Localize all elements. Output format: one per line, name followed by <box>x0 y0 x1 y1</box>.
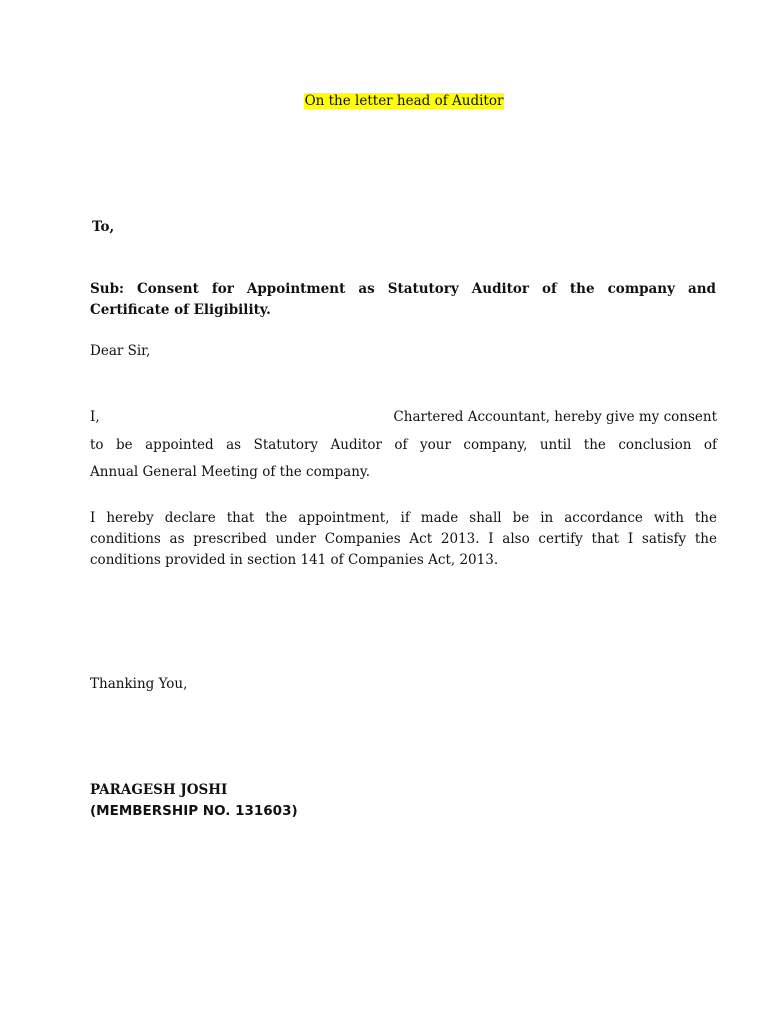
consent-line-1-end: Chartered Accountant, hereby give my consent <box>393 409 717 425</box>
consent-paragraph <box>90 404 717 487</box>
consent-line-1 <box>90 404 717 432</box>
declaration-line-3: conditions provided in section 141 of Companies Act, 2013. <box>90 552 499 568</box>
letterhead-note <box>0 93 768 109</box>
consent-line-1-start: I, <box>90 409 100 425</box>
recipient-to: To, <box>92 219 115 235</box>
declaration-line-1: I hereby declare that the appointment, if made shall be in accordance with the <box>90 510 717 526</box>
declaration-line-2: conditions as prescribed under Companies Act 2013. I also certify that I satisfy the <box>90 531 717 547</box>
consent-line-2: to be appointed as Statutory Auditor of your company, until the conclusion of <box>90 436 717 453</box>
subject-line <box>90 279 716 321</box>
closing-line: Thanking You, <box>90 676 188 692</box>
letterhead-note-text: On the letter head of Auditor <box>304 93 504 109</box>
subject-line-2: Certificate of Eligibility. <box>90 302 271 318</box>
signer-name: PARAGESH JOSHI <box>90 782 228 798</box>
declaration-paragraph <box>90 508 717 571</box>
signer-membership-number: (MEMBERSHIP NO. 131603) <box>90 803 298 819</box>
subject-line-1: Sub: Consent for Appointment as Statutory Auditor of the company and <box>90 281 716 297</box>
signature-block <box>90 780 298 822</box>
salutation: Dear Sir, <box>90 343 151 359</box>
consent-line-3: Annual General Meeting of the company. <box>90 464 371 480</box>
